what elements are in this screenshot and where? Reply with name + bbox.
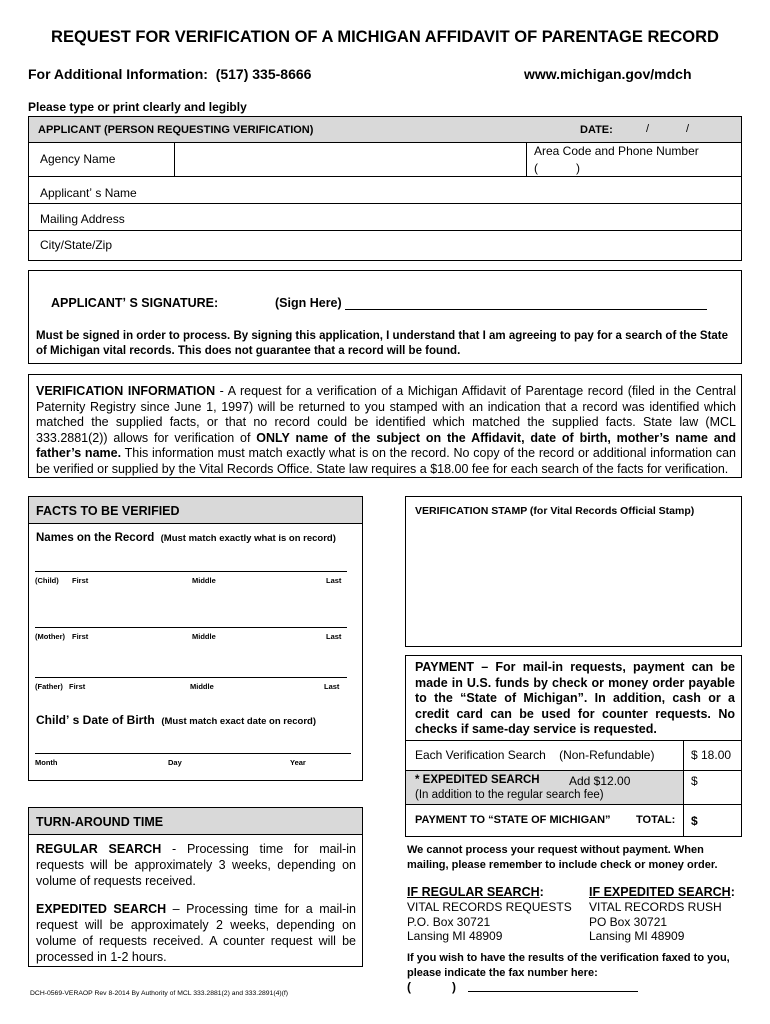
verification-info-heading: VERIFICATION INFORMATION: [36, 384, 216, 398]
payment-amount-divider: [683, 740, 684, 836]
father-last-label: Last: [324, 682, 340, 691]
fax-note: If you wish to have the results of the verification faxed to you, please indicate the fax number here:: [407, 952, 730, 979]
applicant-name-field[interactable]: [149, 183, 729, 201]
expedited-mail-address: [589, 900, 722, 944]
city-state-zip-field[interactable]: [149, 235, 729, 253]
info-phone: (517) 335-8666: [215, 66, 312, 82]
names-on-record: [36, 532, 336, 544]
applicant-name-label: Applicantʼ s Name: [40, 186, 137, 200]
expedited-mail-line-1: VITAL RECORDS RUSH: [589, 900, 722, 914]
dob-year-label: Year: [290, 758, 306, 767]
mother-first-label: First: [72, 632, 89, 641]
verification-info-bold: ONLY name of the subject on the Affidavit, date of birth, mother’s name and father’s name.: [36, 430, 737, 461]
child-middle-label: Middle: [192, 576, 216, 585]
applicant-section: [28, 116, 742, 261]
each-search-label: Each Verification Search: [415, 748, 546, 762]
total-word: TOTAL:: [636, 814, 676, 826]
payment-row-line-3: [406, 804, 741, 805]
stamp-header: VERIFICATION STAMP (for Vital Records Official Stamp): [415, 505, 695, 517]
regular-mail-line-1: VITAL RECORDS REQUESTS: [407, 900, 572, 914]
child-name-field[interactable]: [35, 553, 347, 570]
regular-mail-colon: :: [539, 885, 544, 899]
verification-info-text: [36, 384, 736, 478]
verification-info-section: [28, 374, 742, 478]
payment-section: [405, 655, 742, 837]
dob-month-label: Month: [35, 758, 58, 767]
facts-header: FACTS TO BE VERIFIED: [36, 504, 180, 518]
dob-label: Childʼ s Date of Birth: [36, 713, 155, 727]
expedited-search-body: – Processing time for a mail-in request will be approximately 2 weeks, depending on volume of requests received. A counter request will be processed in 1-2 hours.: [36, 902, 356, 964]
fax-number-line[interactable]: [468, 991, 638, 992]
regular-mail-line-3: Lansing MI 48909: [407, 929, 503, 943]
child-name-line: [35, 571, 347, 572]
each-search-note: (Non-Refundable): [559, 748, 655, 762]
sign-here-label: (Sign Here): [275, 296, 342, 310]
payment-row-line-1: [406, 740, 741, 741]
name-row-line: [29, 203, 741, 204]
signature-note: Must be signed in order to process. By signing this application, I understand that I am agreeing to pay for a search of the State of Michigan vital records. This does not guarantee that a record will be found.: [36, 330, 729, 357]
form-title: REQUEST FOR VERIFICATION OF A MICHIGAN AFFIDAVIT OF PARENTAGE RECORD: [51, 28, 719, 46]
fax-paren-close: ): [452, 980, 456, 994]
info-label: For Additional Information:: [28, 66, 208, 82]
regular-mail-heading: [407, 885, 544, 899]
phone-paren-close: ): [576, 161, 580, 175]
father-first-label: First: [69, 682, 86, 691]
father-name-field[interactable]: [35, 659, 347, 676]
phone-label: Area Code and Phone Number: [534, 144, 699, 158]
expedited-mail-line-3: Lansing MI 48909: [589, 929, 685, 943]
applicant-header: APPLICANT (PERSON REQUESTING VERIFICATION): [38, 124, 314, 136]
expedited-mail-line-2: PO Box 30721: [589, 914, 668, 929]
child-last-label: Last: [326, 576, 342, 585]
verification-info-body-1: - A request for a verification of a Michigan Affidavit of Parentage record (filed in the Central Paternity Registry since June 1, 1997) will be returned to you stamped with an indication that a record was identified which matched the supplied facts, or that no record could be identified which matched the supplied facts. State law (MCL 333.2881(2)) allows for verification of: [36, 384, 737, 445]
agency-name-label: Agency Name: [40, 152, 116, 166]
mailing-address-field[interactable]: [149, 209, 729, 227]
each-search-amount: $ 18.00: [691, 748, 732, 762]
agency-row-line: [29, 176, 741, 177]
expedited-mail-heading-text: IF EXPEDITED SEARCH: [589, 885, 731, 899]
father-name-line: [35, 677, 347, 678]
expedited-add: Add $12.00: [569, 774, 631, 788]
mother-middle-label: Middle: [192, 632, 216, 641]
dob-day-label: Day: [168, 758, 182, 767]
dob-field[interactable]: [35, 735, 351, 752]
agency-divider: [174, 142, 175, 176]
expedited-mail-heading: [589, 885, 735, 899]
expedited-note: (In addition to the regular search fee): [415, 789, 604, 801]
names-label: Names on the Record: [36, 532, 155, 544]
turnaround-section: [28, 807, 363, 967]
regular-mail-line-2: P.O. Box 30721: [407, 914, 491, 929]
expedited-search-text: [36, 901, 356, 965]
website-link[interactable]: www.michigan.gov/mdch: [524, 66, 692, 82]
expedited-label: * EXPEDITED SEARCH: [415, 774, 540, 786]
date-label: DATE:: [580, 124, 613, 136]
names-note: (Must match exactly what is on record): [160, 533, 336, 544]
mailing-address-label: Mailing Address: [40, 212, 125, 226]
each-search-row: [415, 748, 654, 762]
dob-line: [35, 753, 351, 754]
facts-section: [28, 496, 363, 781]
regular-search-heading: REGULAR SEARCH: [36, 842, 162, 856]
expedited-search-heading: EXPEDITED SEARCH: [36, 902, 167, 916]
regular-mail-address: [407, 900, 572, 944]
father-label: (Father): [35, 682, 63, 691]
signature-label: APPLICANTʼ S SIGNATURE:: [51, 296, 219, 310]
regular-mail-heading-text: IF REGULAR SEARCH: [407, 885, 540, 899]
date-sep-2: /: [686, 123, 690, 135]
form-footer: DCH-0569-VERAOP Rev 8-2014 By Authority of MCL 333.2881(2) and 333.2891(4)(f): [30, 990, 289, 997]
payment-text: PAYMENT – For mail-in requests, payment can be made in U.S. funds by check or money order payable to the “State of Michigan”. In addition, cash or a credit card can be used for counter requests. No checks if same-day service is requested.: [415, 660, 735, 736]
dob-row: [36, 713, 316, 727]
regular-search-text: [36, 841, 356, 889]
dob-note: (Must match exact date on record): [161, 716, 317, 727]
signature-section: [28, 270, 742, 364]
signature-line[interactable]: [345, 309, 707, 310]
total-label: PAYMENT TO “STATE OF MICHIGAN”: [415, 814, 611, 826]
mother-name-line: [35, 627, 347, 628]
total-amount[interactable]: $: [691, 814, 698, 828]
agency-name-field[interactable]: [179, 147, 519, 171]
instruction-text: Please type or print clearly and legibly: [28, 100, 247, 114]
father-middle-label: Middle: [190, 682, 214, 691]
phone-paren-open: (: [534, 161, 538, 175]
child-first-label: First: [72, 576, 89, 585]
date-sep-1: /: [646, 123, 650, 135]
regular-search-body: - Processing time for mail-in requests will be approximately 3 weeks, depending on volume of requests received.: [36, 842, 357, 888]
verification-stamp-box: [405, 496, 742, 647]
turnaround-header: TURN-AROUND TIME: [36, 815, 164, 829]
expedited-amount[interactable]: $: [691, 774, 698, 788]
mother-label: (Mother): [35, 632, 65, 641]
address-row-line: [29, 230, 741, 231]
expedited-mail-colon: :: [730, 885, 735, 899]
payment-reminder: We cannot process your request without payment. When mailing, please remember to include check or money order.: [407, 844, 718, 871]
additional-info: [28, 66, 311, 82]
city-state-zip-label: City/State/Zip: [40, 238, 113, 252]
child-label: (Child): [35, 576, 59, 585]
mother-last-label: Last: [326, 632, 342, 641]
mother-name-field[interactable]: [35, 609, 347, 626]
fax-paren-open: (: [407, 980, 411, 994]
verification-info-body-2: This information must match exactly what is on the record. No copy of the record or additional information can be verified or supplied by the Vital Records Office. State law requires a $18.00 fee for each search of the facts for verification.: [36, 446, 736, 476]
phone-divider: [526, 142, 527, 176]
